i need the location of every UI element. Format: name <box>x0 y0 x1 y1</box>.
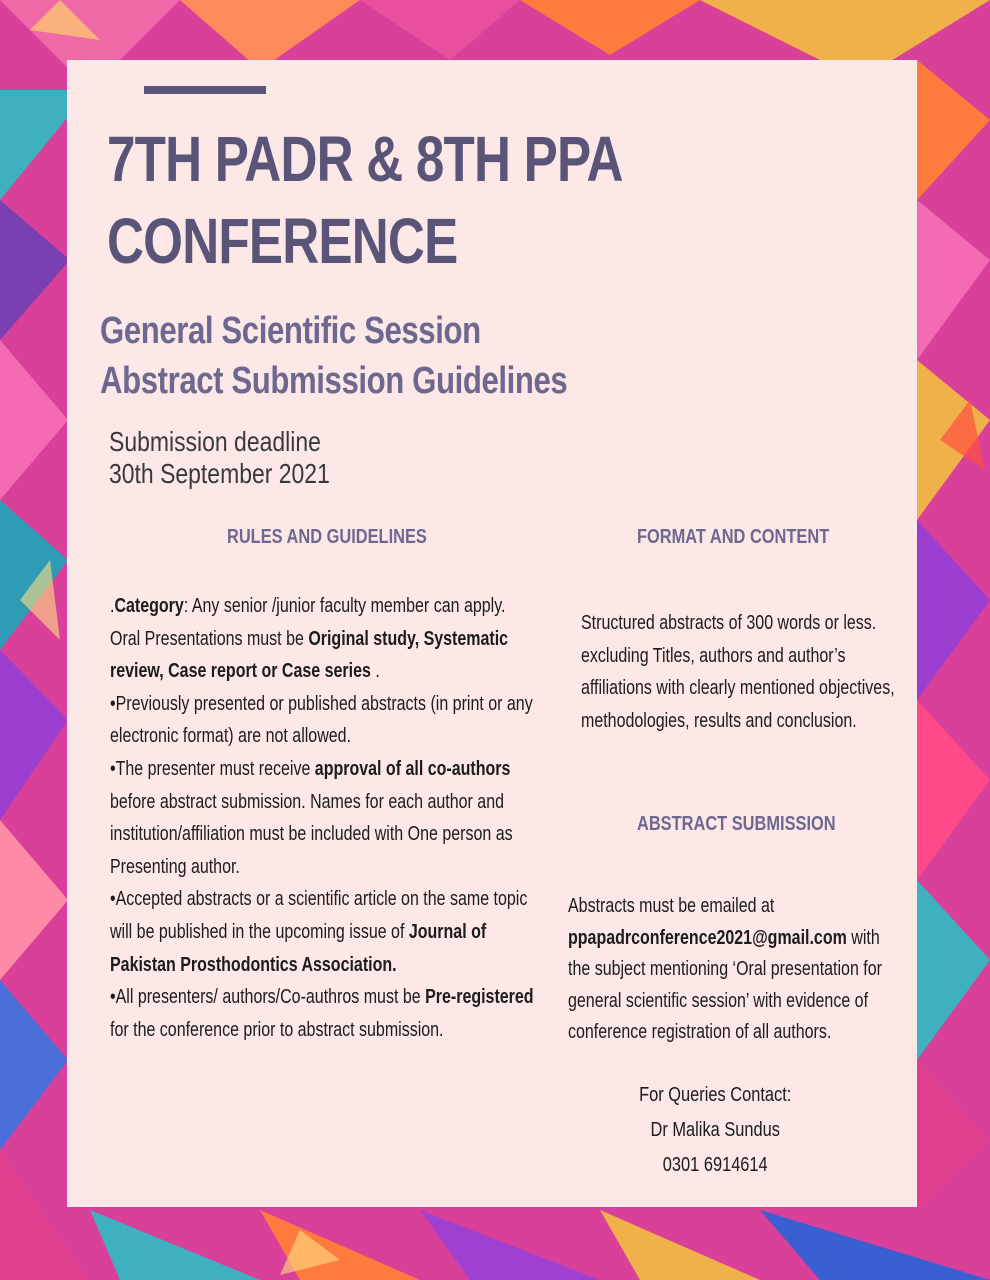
rules-text-4: Oral Presentations must be <box>110 627 309 650</box>
title-line-2: CONFERENCE <box>107 205 458 277</box>
rules-text-5: Original study, Systematic review, Case report or Case series <box>110 627 509 683</box>
contact-label: For Queries Contact: <box>639 1084 792 1106</box>
rules-text-3: : Any senior /junior faculty member can apply. <box>183 595 506 617</box>
rules-text-10: before abstract submission. Names for each author and institution/affiliation must be included with One person as Presenting author. <box>110 790 513 878</box>
contact-phone: 0301 6914614 <box>662 1154 768 1176</box>
format-text <box>581 587 901 757</box>
rules-text-1: . <box>110 595 115 617</box>
subtitle-line-1: General Scientific Session <box>100 310 481 352</box>
rules-text-12: Journal of Pakistan Prosthodontics Association. <box>110 920 487 976</box>
submission-email: ppapadrconference2021@gmail.com <box>568 926 847 949</box>
accent-bar <box>144 86 266 94</box>
rules-text-8: •The presenter must receive <box>110 757 315 780</box>
submission-text-2: with the subject mentioning ‘Oral presentation for general scientific session’ with evidence of conference registration of all authors. <box>568 926 882 1043</box>
deadline-label: Submission deadline <box>109 426 321 457</box>
rules-text-15: for the conference prior to abstract submission. <box>110 1018 444 1041</box>
submission-paragraph <box>568 891 904 1049</box>
submission-text <box>568 871 904 1069</box>
title-line-1: 7TH PADR & 8TH PPA <box>107 123 623 195</box>
rules-text-6: . <box>370 660 380 683</box>
rules-text-2: Category <box>114 595 184 617</box>
rules-heading: RULES AND GUIDELINES <box>227 526 427 548</box>
submission-deadline <box>109 426 601 490</box>
format-paragraph: Structured abstracts of 300 words or less. excluding Titles, authors and author’s affiliations with clearly mentioned objectives, methodologies, results and conclusion. <box>581 612 895 732</box>
poster-card <box>67 60 917 1207</box>
session-subtitle <box>100 306 756 406</box>
rules-paragraph <box>110 590 534 1046</box>
format-heading: FORMAT AND CONTENT <box>637 526 830 548</box>
rules-text <box>110 590 534 1046</box>
deadline-date: 30th September 2021 <box>109 458 330 489</box>
rules-text-14: Pre-registered <box>425 986 534 1009</box>
rules-text-9: approval of all co-authors <box>314 757 511 780</box>
rules-text-11: •Accepted abstracts or a scientific article on the same topic will be published in the upcoming issue of <box>110 888 528 943</box>
submission-heading: ABSTRACT SUBMISSION <box>637 813 836 835</box>
submission-text-1: Abstracts must be emailed at <box>568 895 775 917</box>
rules-text-13: •All presenters/ authors/Co-authros must be <box>110 986 426 1009</box>
conference-title <box>107 118 747 282</box>
contact-name: Dr Malika Sundus <box>650 1119 780 1141</box>
contact-block <box>607 1078 823 1183</box>
subtitle-line-2: Abstract Submission Guidelines <box>100 360 568 402</box>
rules-text-7: •Previously presented or published abstracts (in print or any electronic format) are not allowed. <box>110 692 533 748</box>
